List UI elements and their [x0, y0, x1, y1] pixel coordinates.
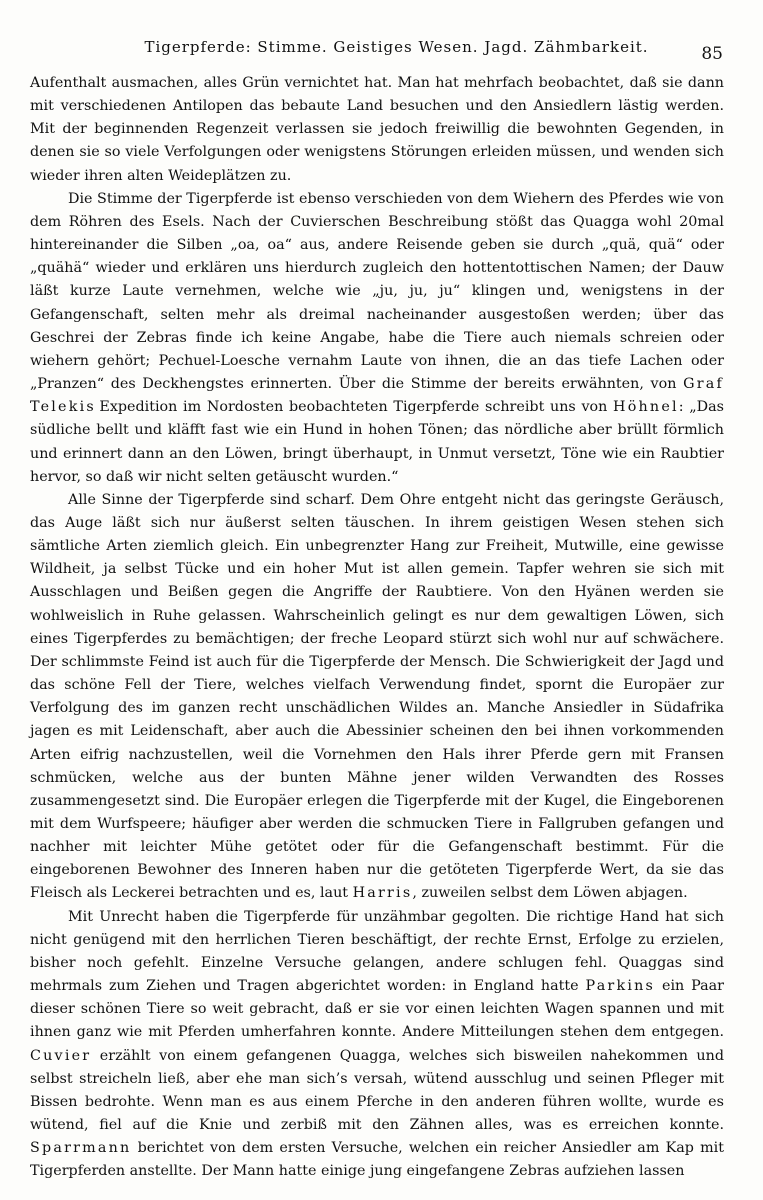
spaced-name: Harris — [352, 885, 413, 902]
text-run: : „Das südliche bellt und kläfft fast wie ein Hund in hohen Tönen; das nördliche aber brüllt förmlich und erinnert dann an den Löwen, bringt überhaupt, in Unmut versetzt, Töne wie ein Raubtier hervor, so daß wir nicht selten getäuscht wurden.“ — [30, 399, 724, 485]
paragraph — [30, 489, 724, 906]
text-run: erzählt von einem gefangenen Quagga, welches sich bisweilen nahekommen und selbst streicheln ließ, aber ehe man sich’s versah, wütend ausschlug und seinen Pfleger mit Bissen bedrohte. Wenn man es aus einem Pferche in den anderen führen wollte, wurde es wütend, fiel auf die Knie und zerbiß mit den Zähnen alles, was es erreichen konnte. — [30, 1047, 724, 1134]
spaced-name: Höhnel — [613, 399, 679, 416]
text-run: ein Paar dieser schönen Tiere so weit gebracht, daß er sie vor einen leichten Wagen spannen und mit ihnen ganz wie mit Pferden umherfahren konnte. Andere Mitteilungen stehen dem entgegen. — [30, 978, 724, 1041]
text-run: s Expedition im Nordosten beobachteten Tigerpferde schreibt uns von — [86, 399, 614, 416]
text-run: Die Stimme der Tigerpferde ist ebenso verschieden von dem Wiehern des Pferdes wie von dem Röhren des Esels. Nach der Cuvierschen Beschreibung stößt das Quagga wohl 20mal hintereinander die Silben „oa, oa“ aus, andere Reisende geben sie durch „quä, quä“ oder „quähä“ wieder und erklären uns hierdurch zugleich den hottentottischen Namen; der Dauw läßt kurze Laute vernehmen, welche wie „ju, ju, ju“ klingen und, wenigstens in der Gefangenschaft, selten mehr als dreimal nacheinander ausgestoßen werden; über das Geschrei der Zebras finde ich keine Angabe, habe die Tiere auch niemals schreien oder wiehern gehört; Pechuel-Loesche vernahm Laute von ihnen, die an das tiefe Lachen oder „Pranzen“ des Deckhengstes erinnerten. Über die Stimme der bereits erwähnten, von — [30, 190, 724, 393]
text-run: berichtet von dem ersten Versuche, welchen ein reicher Ansiedler am Kap mit Tigerpferden anstellte. Der Mann hatte einige jung eingefangene Zebras aufziehen lassen — [30, 1140, 724, 1180]
text-run: Mit Unrecht haben die Tigerpferde für unzähmbar gegolten. Die richtige Hand hat sich nicht genügend mit den herrlichen Tieren beschäftigt, der rechte Ernst, Erfolge zu erzielen, bisher noch gefehlt. Einzelne Versuche gelangen, andere schlugen fehl. Quaggas sind mehrmals zum Ziehen und Tragen abgerichtet worden: in England hatte — [30, 908, 724, 995]
paragraph — [30, 906, 724, 1184]
body-text — [30, 72, 724, 1184]
text-run: , zuweilen selbst dem Löwen abjagen. — [412, 885, 688, 902]
spaced-name: Cuvier — [30, 1047, 92, 1064]
paragraph — [30, 188, 724, 489]
text-run: Alle Sinne der Tigerpferde sind scharf. Dem Ohre entgeht nicht das geringste Geräusch, das Auge läßt sich nur äußerst selten täuschen. In ihrem geistigen Wesen stehen sich sämtliche Arten ziemlich gleich. Ein unbegrenzter Hang zur Freiheit, Mutwille, eine gewisse Wildheit, ja selbst Tücke und ein hoher Mut ist allen gemein. Tapfer wehren sie sich mit Ausschlagen und Beißen gegen die Angriffe der Raubtiere. Von den Hyänen werden sie wohlweislich in Ruhe gelassen. Wahrscheinlich gelingt es nur dem gewaltigen Löwen, sich eines Tigerpferdes zu bemächtigen; der freche Leopard stürzt sich wohl nur auf schwächere. Der schlimmste Feind ist auch für die Tigerpferde der Mensch. Die Schwierigkeit der Jagd und das schöne Fell der Tiere, welches vielfach Verwendung findet, spornt die Europäer zur Verfolgung des im ganzen recht unschädlichen Wildes an. Manche Ansiedler in Südafrika jagen es mit Leidenschaft, aber auch die Abessinier scheinen den bei ihnen vorkommenden Arten eifrig nachzustellen, weil die Vornehmen den Hals ihrer Pferde gern mit Fransen schmücken, welche aus der bunten Mähne jener wilden Verwandten des Rosses zusammengesetzt sind. Die Europäer erlegen die Tigerpferde mit der Kugel, die Eingeborenen mit dem Wurfspeere; häufiger aber werden die schmucken Tiere in Fallgruben gefangen und nachher mit leichter Mühe getötet oder für die Gefangenschaft bestimmt. Für die eingeborenen Bewohner des Inneren haben nur die getöteten Tigerpferde Wert, da sie das Fleisch als Leckerei betrachten und es, laut — [30, 491, 724, 902]
paragraph — [30, 72, 724, 188]
page-number: 85 — [701, 44, 723, 64]
spaced-name: Parkins — [585, 978, 656, 995]
spaced-name: Graf Teleki — [30, 376, 724, 416]
text-run: Aufenthalt ausmachen, alles Grün vernichtet hat. Man hat mehrfach beobachtet, daß sie dann mit verschiedenen Antilopen das bebaute Land besuchen und den Ansiedlern lästig werden. Mit der beginnenden Regenzeit verlassen sie jedoch freiwillig die bewohnten Gegenden, in denen sie so viele Verfolgungen oder wenigstens Störungen erleiden müssen, und wenden sich wieder ihren alten Weideplätzen zu. — [30, 75, 724, 184]
running-head: Tigerpferde: Stimme. Geistiges Wesen. Jagd. Zähmbarkeit. — [144, 38, 649, 56]
spaced-name: Sparrmann — [30, 1140, 132, 1157]
